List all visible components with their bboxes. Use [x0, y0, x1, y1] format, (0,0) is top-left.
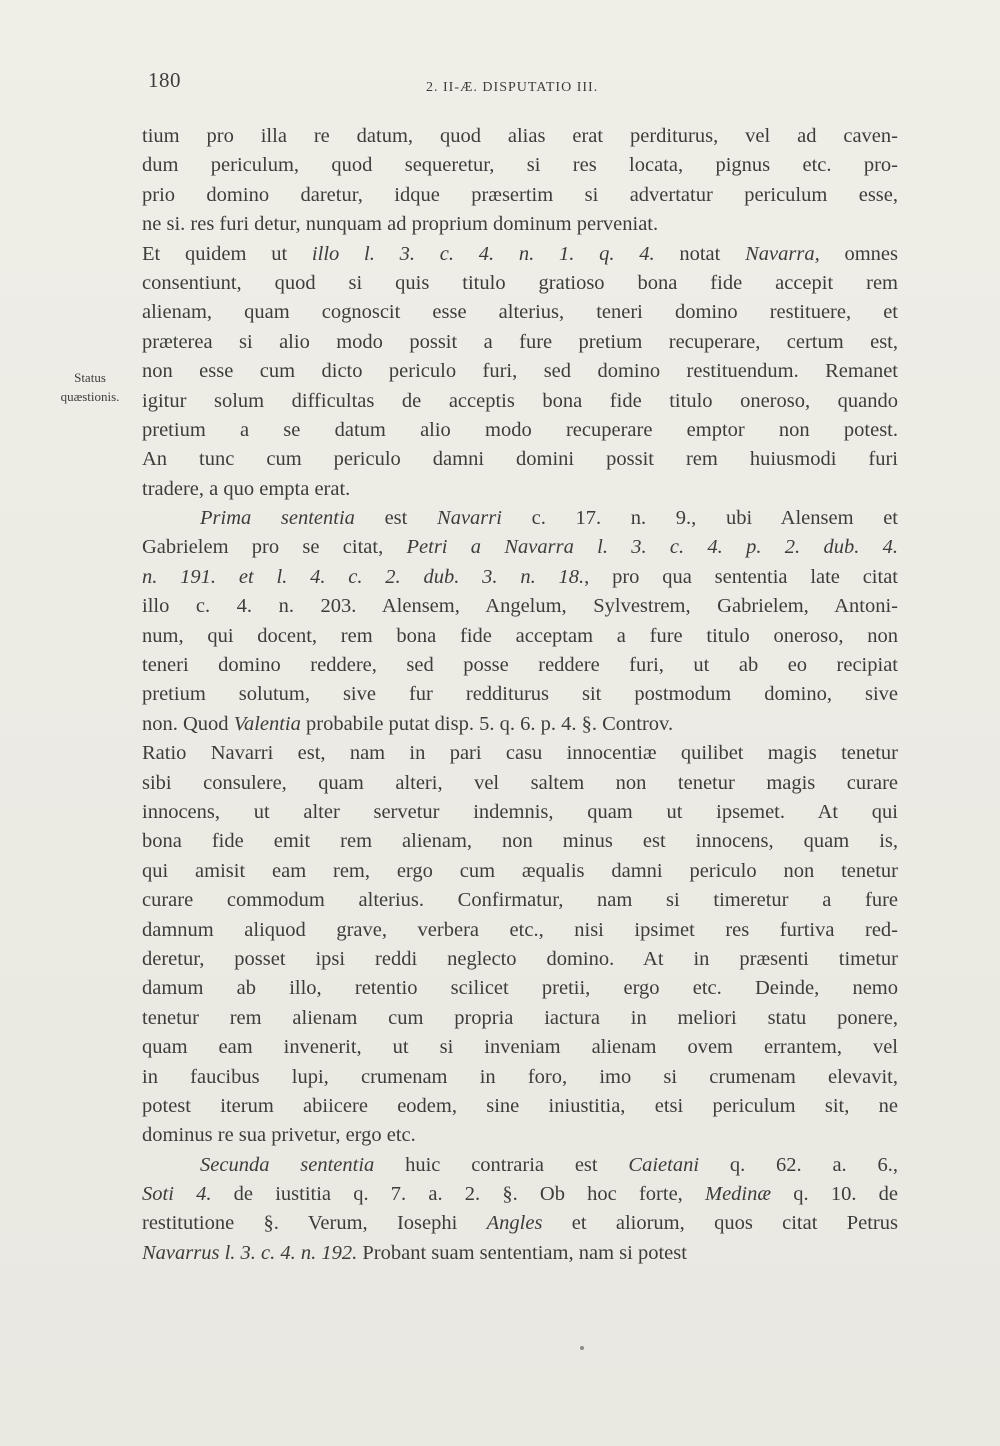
text-line: ne si. res furi detur, nunquam ad proprium dominum perveniat. — [142, 213, 659, 236]
text-segment: notat — [654, 242, 746, 265]
text-line: num, qui docent, rem bona fide acceptam a fure titulo oneroso, non — [142, 624, 898, 647]
text-line: Ratio Navarri est, nam in pari casu innocentiæ quilibet magis tenetur — [142, 742, 898, 765]
text-line: quam eam invenerit, ut si inveniam alienam ovem errantem, vel — [142, 1036, 898, 1059]
text-line — [142, 1180, 898, 1209]
text-line: teneri domino reddere, sed posse reddere furi, ut ab eo recipiat — [142, 654, 898, 677]
text-line: non esse cum dicto periculo furi, sed domino restituendum. Remanet — [142, 360, 898, 383]
text-line: deretur, posset ipsi reddi neglecto domino. At in præsenti timetur — [142, 947, 898, 970]
italic-citation: Angles — [486, 1212, 543, 1235]
text-segment: probabile putat disp. 5. q. 6. p. 4. §. Controv. — [300, 712, 674, 735]
text-line: An tunc cum periculo damni domini possit rem huiusmodi furi — [142, 448, 898, 471]
text-line: dominus re sua privetur, ergo etc. — [142, 1124, 416, 1147]
text-line — [142, 1239, 898, 1268]
text-segment: et aliorum, quos citat Petrus — [542, 1212, 898, 1235]
text-line — [142, 504, 898, 533]
text-line: bona fide emit rem alienam, non minus est innocens, quam is, — [142, 830, 898, 853]
text-line: illo c. 4. n. 203. Alensem, Angelum, Sylvestrem, Gabrielem, Antoni- — [142, 595, 898, 618]
italic-citation: Secunda sententia — [200, 1153, 375, 1176]
text-line — [142, 533, 898, 562]
text-segment: restitutione §. Verum, Iosephi — [142, 1212, 487, 1235]
text-segment: Et quidem ut — [142, 242, 312, 265]
text-line — [142, 1209, 898, 1238]
text-segment: , pro qua sententia late citat — [584, 565, 898, 588]
text-line — [142, 563, 898, 592]
text-line: pretium solutum, sive fur redditurus sit postmodum domino, sive — [142, 683, 898, 706]
text-line: curare commodum alterius. Confirmatur, nam si timeretur a fure — [142, 889, 898, 912]
text-segment: non. Quod — [142, 712, 234, 735]
text-line: in faucibus lupi, crumenam in foro, imo si crumenam elevavit, — [142, 1065, 898, 1088]
italic-citation: Caietani — [628, 1153, 700, 1176]
italic-citation: Navarri — [437, 507, 502, 530]
text-segment: c. 17. n. 9., ubi Alensem et — [501, 507, 898, 530]
italic-citation: Soti 4. — [142, 1183, 212, 1206]
text-line: dum periculum, quod sequeretur, si res locata, pignus etc. pro- — [142, 154, 898, 177]
margin-note — [40, 368, 140, 406]
italic-citation: illo l. 3. c. 4. n. 1. q. 4. — [311, 242, 655, 265]
text-segment: q. 62. a. 6., — [699, 1153, 898, 1176]
running-head: 2. II-Æ. DISPUTATIO III. — [426, 80, 599, 95]
text-line: præterea si alio modo possit a fure pretium recuperare, certum est, — [142, 330, 898, 353]
text-line — [142, 240, 898, 269]
text-line: consentiunt, quod si quis titulo gratioso bona fide accepit rem — [142, 271, 898, 294]
text-line: damum ab illo, retentio scilicet pretii, ergo etc. Deinde, nemo — [142, 977, 898, 1000]
text-line: prio domino daretur, idque præsertim si advertatur periculum esse, — [142, 183, 898, 206]
text-segment: q. 10. de — [771, 1183, 898, 1206]
text-segment: Probant suam sententiam, nam si potest — [357, 1241, 687, 1264]
page-number: 180 — [148, 68, 181, 92]
margin-note-line: Status — [74, 370, 106, 385]
text-line: damnum aliquod grave, verbera etc., nisi ipsimet res furtiva red- — [142, 918, 898, 941]
text-segment: huic contraria est — [374, 1153, 629, 1176]
text-line: tenetur rem alienam cum propria iactura in meliori statu ponere, — [142, 1006, 898, 1029]
text-segment: est — [354, 507, 438, 530]
italic-citation: Navarrus l. 3. c. 4. n. 192. — [142, 1241, 358, 1264]
italic-citation: Navarra, — [745, 242, 820, 265]
italic-citation: Petri a Navarra l. 3. c. 4. p. 2. dub. 4. — [406, 536, 898, 559]
text-line — [142, 1151, 898, 1180]
text-line: pretium a se datum alio modo recuperare emptor non potest. — [142, 418, 898, 441]
text-line — [142, 710, 898, 739]
text-line: igitur solum difficultas de acceptis bona fide titulo oneroso, quando — [142, 389, 898, 412]
text-line: tradere, a quo empta erat. — [142, 477, 351, 500]
text-line: potest iterum abiicere eodem, sine iniustitia, etsi periculum sit, ne — [142, 1094, 898, 1117]
text-segment: omnes — [819, 242, 898, 265]
text-segment: Gabrielem pro se citat, — [142, 536, 407, 559]
italic-citation: Valentia — [233, 712, 301, 735]
text-line: innocens, ut alter servetur indemnis, quam ut ipsemet. At qui — [142, 800, 898, 823]
text-line: qui amisit eam rem, ergo cum æqualis damni periculo non tenetur — [142, 859, 898, 882]
margin-note-line: quæstionis. — [60, 389, 120, 404]
italic-citation: Medinæ — [705, 1183, 772, 1206]
paper-speck — [580, 1346, 584, 1350]
body-text — [142, 122, 898, 1268]
text-line: tium pro illa re datum, quod alias erat perditurus, vel ad caven- — [142, 125, 898, 147]
italic-citation: Prima sententia — [200, 507, 355, 530]
text-segment: de iustitia q. 7. a. 2. §. Ob hoc forte, — [211, 1183, 705, 1206]
italic-citation: n. 191. et l. 4. c. 2. dub. 3. n. 18. — [142, 565, 585, 588]
text-line: sibi consulere, quam alteri, vel saltem non tenetur magis curare — [142, 771, 898, 794]
text-line: alienam, quam cognoscit esse alterius, teneri domino restituere, et — [142, 301, 898, 324]
